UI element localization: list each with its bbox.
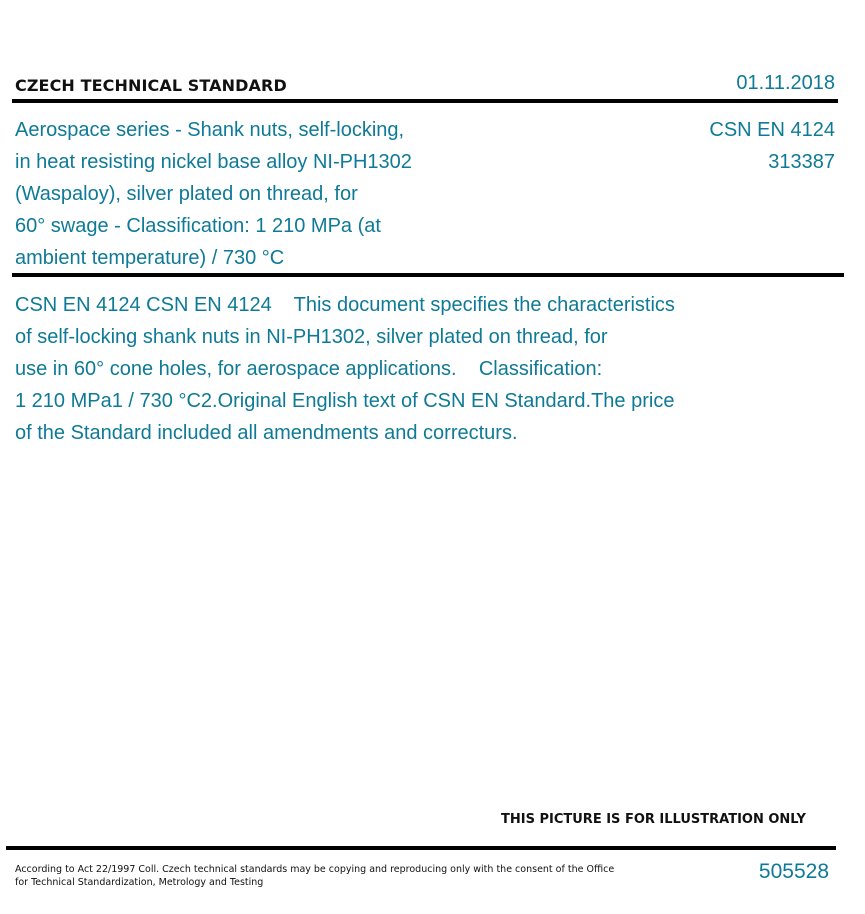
description-line: of the Standard included all amendments and correcturs.	[15, 422, 518, 444]
document-type-heading: CZECH TECHNICAL STANDARD	[15, 76, 287, 95]
legal-notice-line: for Technical Standardization, Metrology and Testing	[15, 877, 264, 888]
description-line: of self-locking shank nuts in NI-PH1302, silver plated on thread, for	[15, 326, 608, 348]
illustration-disclaimer: THIS PICTURE IS FOR ILLUSTRATION ONLY	[501, 812, 806, 827]
standard-title-line: ambient temperature) / 730 °C	[15, 247, 285, 269]
standard-title-line: 60° swage - Classification: 1 210 MPa (at	[15, 215, 381, 237]
legal-notice	[15, 863, 614, 889]
description-line: CSN EN 4124 CSN EN 4124 This document specifies the characteristics	[15, 294, 675, 316]
header-divider	[12, 99, 838, 103]
standard-title	[15, 114, 465, 274]
standard-title-line: Aerospace series - Shank nuts, self-locking,	[15, 119, 405, 141]
standard-title-line: in heat resisting nickel base alloy NI-PH1302	[15, 151, 412, 173]
legal-notice-line: According to Act 22/1997 Coll. Czech technical standards may be copying and reproducing only with the consent of the Office	[15, 864, 615, 875]
standard-description	[15, 289, 675, 449]
catalog-number: 313387	[768, 151, 835, 173]
standard-title-line: (Waspaloy), silver plated on thread, for	[15, 183, 358, 205]
publication-date: 01.11.2018	[736, 72, 835, 94]
description-line: 1 210 MPa1 / 730 °C2.Original English text of CSN EN Standard.The price	[15, 390, 675, 412]
footer-divider	[6, 846, 836, 850]
standard-number: CSN EN 4124	[709, 119, 835, 141]
standard-identifiers	[709, 114, 835, 178]
title-divider	[12, 273, 844, 277]
description-line: use in 60° cone holes, for aerospace applications. Classification:	[15, 358, 603, 380]
document-code: 505528	[758, 860, 829, 883]
